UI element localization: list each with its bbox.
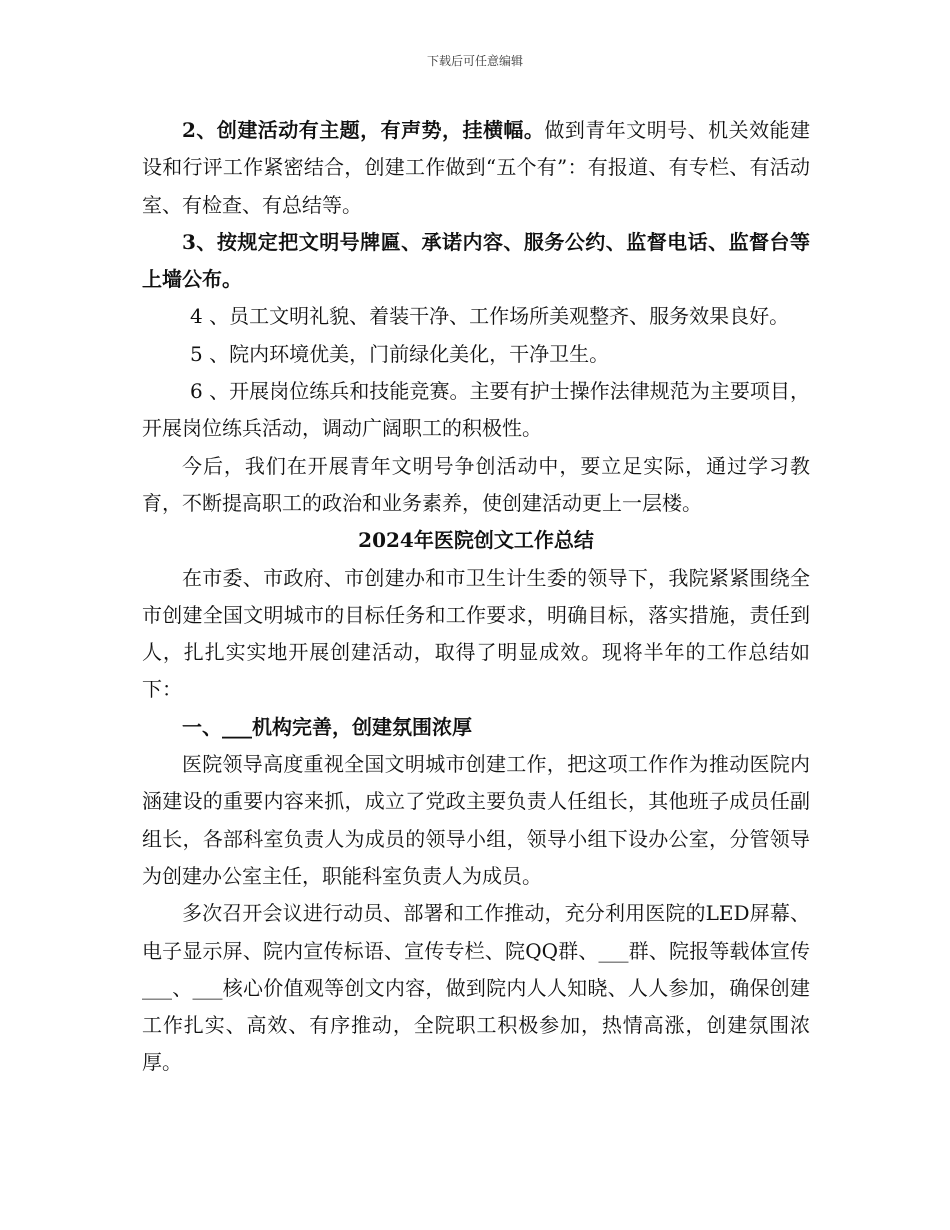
paragraph-item-6: 6 、开展岗位练兵和技能竞赛。主要有护士操作法律规范为主要项目，开展岗位练兵活动，调动广阔职工的积极性。: [142, 379, 810, 441]
paragraph-item-3: 3、按规定把文明号牌匾、承诺内容、服务公约、监督电话、监督台等上墙公布。: [142, 229, 810, 292]
item-2-heading: 2、创建活动有主题，有声势，挂横幅。: [182, 118, 545, 142]
section-heading-1: 一、___机构完善，创建氛围浓厚: [182, 714, 472, 739]
paragraph-publicity: 多次召开会议进行动员、部署和工作推动，充分利用医院的LED屏幕、电子显示屏、院内宣传标语、宣传专栏、院QQ群、___群、院报等载体宣传___、___核心价值观等创文内容，做到院内人人知晓、人人参加，确保创建工作扎实、高效、有序推动，全院职工积极参加，热情高涨，创建氛围浓厚。: [142, 901, 810, 1075]
document-body: [142, 112, 810, 1082]
item-2-text: 做到青年文明号、机关效能建设和行评工作紧密结合，创建工作做到“五个有”：有报道、有专栏、有活动室、有检查、有总结等。: [142, 118, 811, 217]
page-header: 下载后可任意编辑: [426, 54, 523, 68]
paragraph-future: 今后，我们在开展青年文明号争创活动中，要立足实际，通过学习教育，不断提高职工的政治和业务素养，使创建活动更上一层楼。: [142, 453, 810, 515]
document-title: 2024年医院创文工作总结: [358, 528, 594, 553]
paragraph-intro: 在市委、市政府、市创建办和市卫生计生委的领导下，我院紧紧围绕全市创建全国文明城市的目标任务和工作要求，明确目标，落实措施，责任到人，扎扎实实地开展创建活动，取得了明显成效。现将半年的工作总结如下：: [142, 565, 810, 702]
paragraph-item-5: 5 、院内环境优美，门前绿化美化，干净卫生。: [190, 341, 610, 366]
paragraph-item-4: 4 、员工文明礼貌、着装干净、工作场所美观整齐、服务效果良好。: [190, 304, 790, 329]
paragraph-leadership: 医院领导高度重视全国文明城市创建工作，把这项工作作为推动医院内涵建设的重要内容来抓，成立了党政主要负责人任组长，其他班子成员任副组长，各部科室负责人为成员的领导小组，领导小组下设办公室，分管领导为创建办公室主任，职能科室负责人为成员。: [142, 752, 810, 888]
paragraph-item-2: [142, 112, 810, 224]
